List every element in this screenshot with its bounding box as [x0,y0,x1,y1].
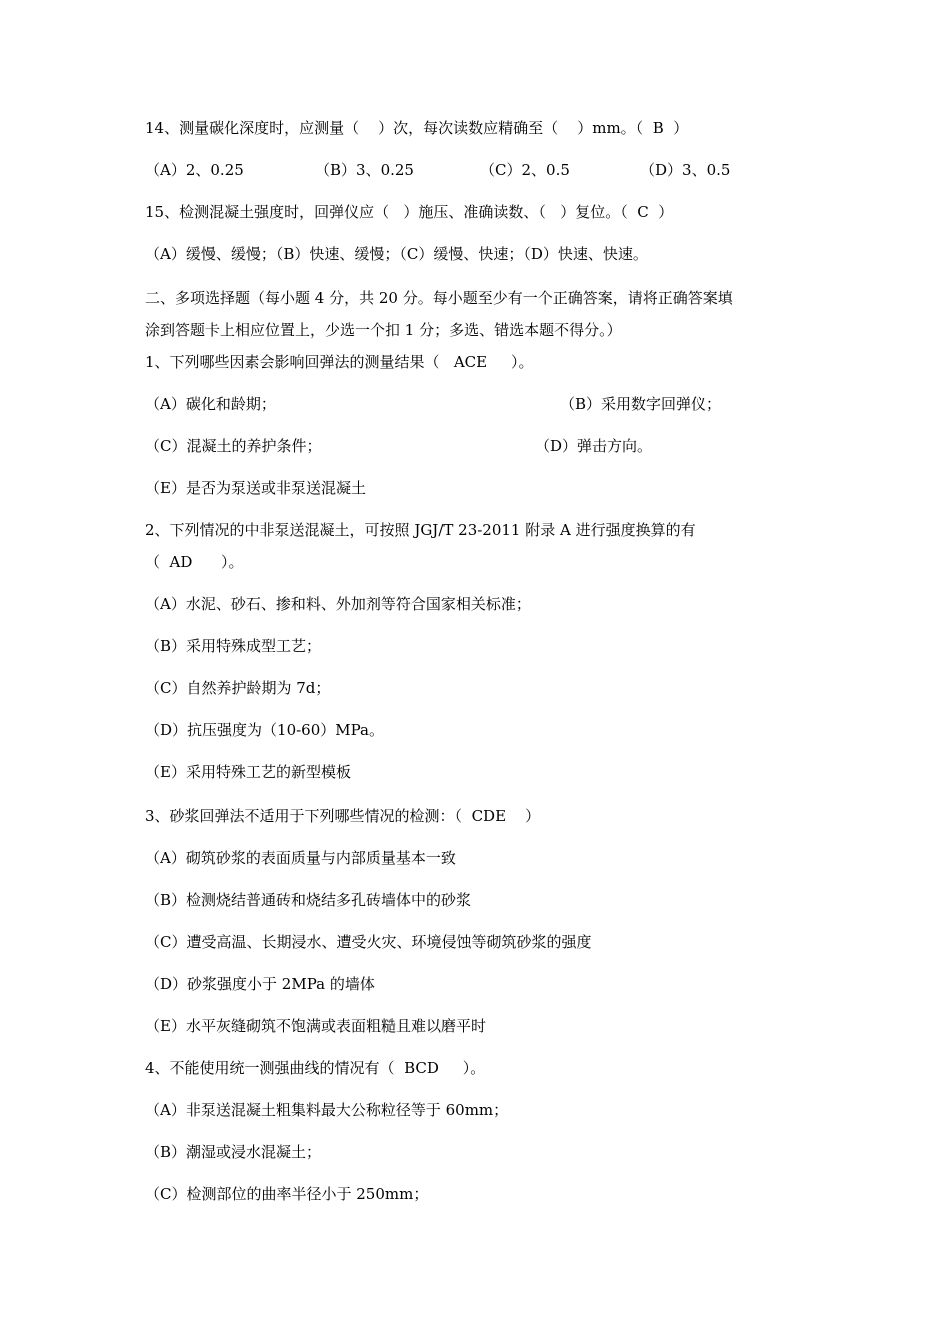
multi-3-option-a: （A）砌筑砂浆的表面质量与内部质量基本一致 [145,849,456,867]
multi-2-option-a: （A）水泥、砂石、掺和料、外加剂等符合国家相关标准； [145,595,531,613]
multi-1-option-b: （B）采用数字回弹仪； [560,395,722,413]
multi-2-option-d: （D）抗压强度为（10-60）MPa。 [145,721,384,739]
multi-3-option-b: （B）检测烧结普通砖和烧结多孔砖墙体中的砂浆 [145,891,472,909]
multi-4-option-c: （C）检测部位的曲率半径小于 250mm； [145,1185,429,1203]
multi-4-stem: 4、不能使用统一测强曲线的情况有（ BCD ）。 [145,1059,486,1077]
multi-3-option-e: （E）水平灰缝砌筑不饱满或表面粗糙且难以磨平时 [145,1017,486,1035]
question-15-stem: 15、检测混凝土强度时，回弹仪应（ ）施压、准确读数、（ ）复位。（ C ） [145,203,674,221]
multi-2-option-e: （E）采用特殊工艺的新型模板 [145,763,351,781]
question-14-option-a: （A）2、0.25 [145,161,244,179]
multi-1-option-c: （C）混凝土的养护条件； [145,437,322,455]
multi-2-stem: 2、下列情况的中非泵送混凝土，可按照 JGJ/T 23-2011 附录 A 进行强度换算的有 [145,521,696,539]
question-15-options: （A）缓慢、缓慢；（B）快速、缓慢；（C）缓慢、快速；（D）快速、快速。 [145,245,648,263]
multi-3-option-d: （D）砂浆强度小于 2MPa 的墙体 [145,975,375,993]
multi-1-option-e: （E）是否为泵送或非泵送混凝土 [145,479,366,497]
multi-2-option-c: （C）自然养护龄期为 7d； [145,679,331,697]
question-14-option-d: （D）3、0.5 [640,161,731,179]
question-14-stem: 14、测量碳化深度时，应测量（ ）次，每次读数应精确至（ ）mm。（ B ） [145,119,689,137]
multi-4-option-a: （A）非泵送混凝土粗集料最大公称粒径等于 60mm； [145,1101,509,1119]
question-14-option-b: （B）3、0.25 [315,161,414,179]
multi-1-option-a: （A）碳化和龄期； [145,395,276,413]
multi-1-stem: 1、下列哪些因素会影响回弹法的测量结果（ ACE ）。 [145,353,534,371]
multi-2-answer: （ AD ）。 [145,553,244,571]
multi-1-option-d: （D）弹击方向。 [535,437,653,455]
section-2-heading: 二、多项选择题（每小题 4 分，共 20 分。每小题至少有一个正确答案，请将正确答案填 [145,289,733,307]
question-14-option-c: （C）2、0.5 [480,161,570,179]
multi-3-stem: 3、砂浆回弹法不适用于下列哪些情况的检测：（ CDE ） [145,807,541,825]
multi-4-option-b: （B）潮湿或浸水混凝土； [145,1143,322,1161]
multi-3-option-c: （C）遭受高温、长期浸水、遭受火灾、环境侵蚀等砌筑砂浆的强度 [145,933,592,951]
section-2-instructions: 涂到答题卡上相应位置上，少选一个扣 1 分；多选、错选本题不得分。） [145,321,622,339]
multi-2-option-b: （B）采用特殊成型工艺； [145,637,322,655]
